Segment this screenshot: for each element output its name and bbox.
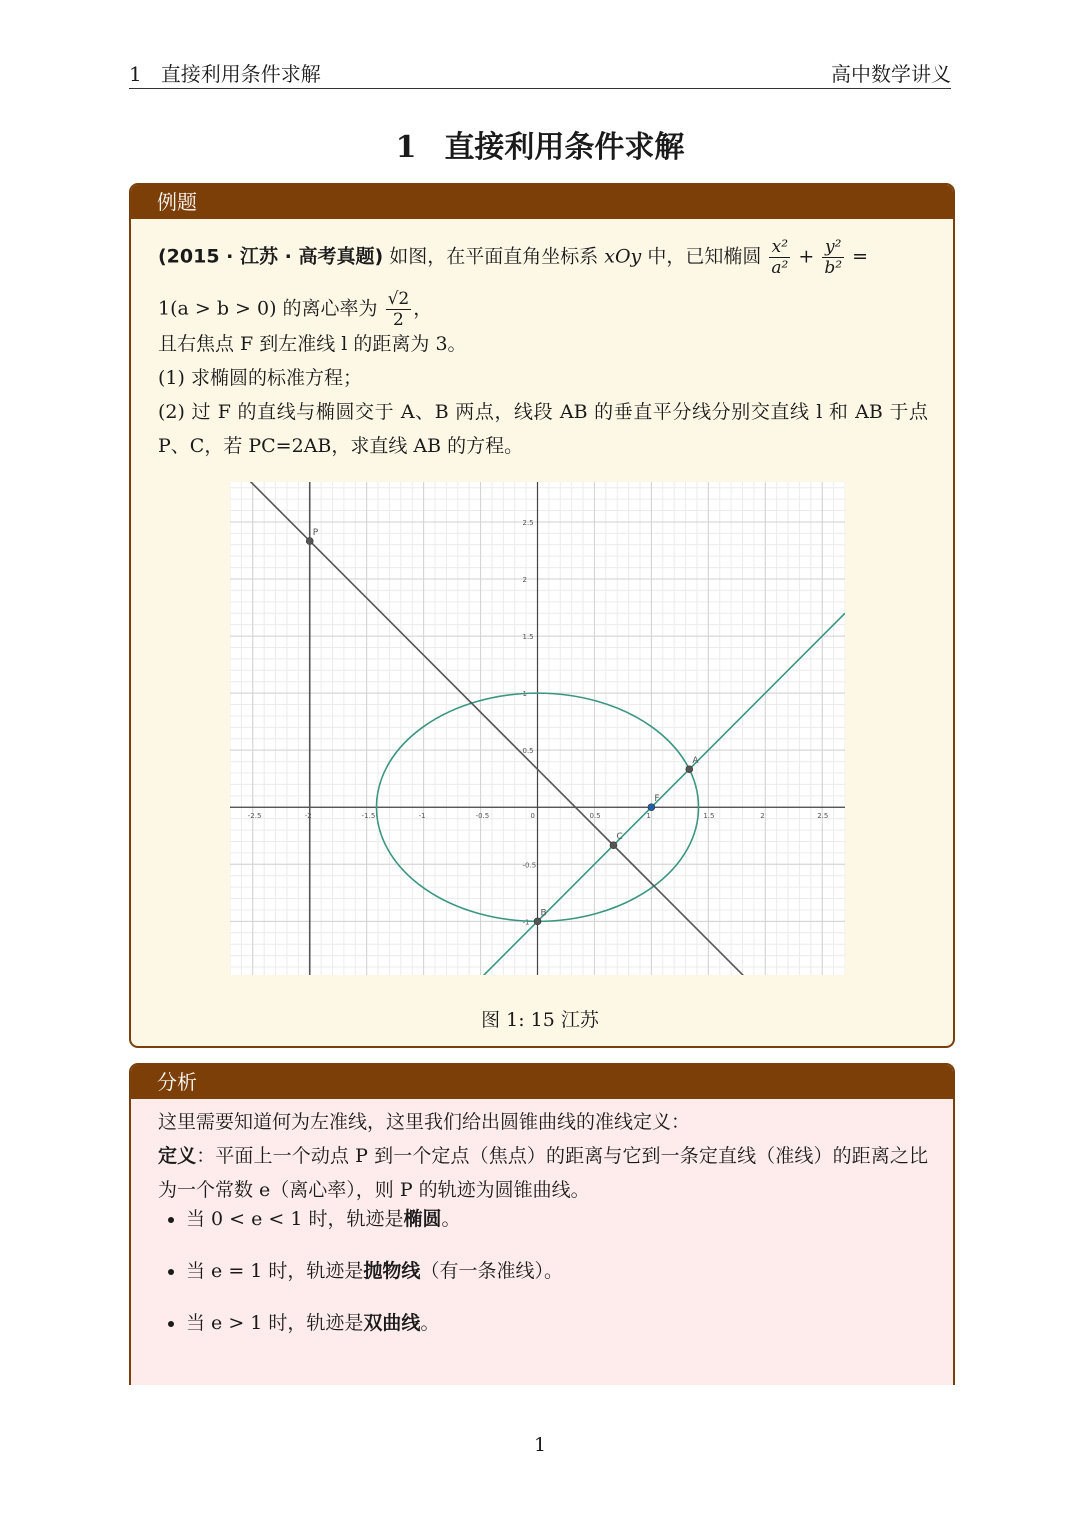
problem-line1: (2015 · 江苏 · 高考真题) 如图，在平面直角坐标系 xOy 中，已知椭圆 $\frac{\text{x²}}{\text{a²}}$ + $\frac{\text{y²}}{\text{b²}}$ =	[158, 237, 869, 278]
problem-line3: 且右焦点 F 到左准线 l 的距离为 3。	[158, 333, 467, 355]
y-tick-label: 2.5	[522, 518, 534, 527]
analysis-intro: 这里需要知道何为左准线，这里我们给出圆锥曲线的准线定义：	[158, 1111, 691, 1133]
example-box-title: 例题	[131, 185, 953, 219]
running-header-left: 1 直接利用条件求解	[129, 62, 321, 86]
x-tick-label: -2	[304, 812, 312, 821]
point-label-f: F	[654, 794, 660, 805]
frac-y2-b2: $\frac{\text{y²}}{\text{b²}}$	[824, 237, 843, 278]
point-label-c: C	[616, 832, 623, 843]
question-2: (2) 过 F 的直线与椭圆交于 A、B 两点，线段 AB 的垂直平分线分别交直线 l 和 AB 于点 P、C，若 PC=2AB，求直线 AB 的方程。	[158, 401, 928, 457]
definition-text: ：平面上一个动点 P 到一个定点（焦点）的距离与它到一条定直线（准线）的距离之比为一个常数 e（离心率），则 P 的轨迹为圆锥曲线。	[158, 1145, 928, 1201]
point-c	[610, 842, 617, 849]
point-f	[648, 804, 655, 811]
point-p	[306, 538, 313, 545]
problem-line2: 1(a > b > 0) 的离心率为 $\frac{√2}{2}$ ，	[158, 289, 433, 330]
point-label-p: P	[312, 528, 319, 539]
definition-paragraph	[158, 1139, 928, 1207]
frac-sqrt2-over-2: $\frac{√2}{2}$	[387, 289, 410, 330]
analysis-box	[129, 1063, 955, 1385]
x-tick-label: -1	[418, 812, 426, 821]
problem-intro2: 中，已知椭圆	[647, 245, 762, 268]
section-number: 1	[395, 130, 417, 165]
figure-plot	[230, 482, 845, 975]
page-number: 1	[533, 1434, 547, 1456]
y-tick-label: 0.5	[522, 747, 534, 756]
section-title	[0, 122, 1080, 166]
section-title-text: 直接利用条件求解	[444, 130, 685, 165]
analysis-box-title: 分析	[131, 1065, 953, 1099]
y-tick-label: -0.5	[522, 861, 537, 870]
figure-caption: 图 1: 15 江苏	[481, 1009, 599, 1031]
x-tick-label: -2.5	[247, 812, 262, 821]
x-tick-label: -1.5	[361, 812, 376, 821]
problem-eq-rest: 1(a > b > 0) 的离心率为	[158, 297, 378, 320]
running-header	[129, 58, 951, 89]
question-1: (1) 求椭圆的标准方程；	[158, 367, 362, 389]
point-label-b: B	[540, 908, 547, 919]
point-label-a: A	[692, 756, 699, 767]
y-tick-label: 1	[522, 690, 527, 699]
x-tick-label: 0.5	[589, 812, 601, 821]
x-tick-label: 1	[646, 812, 651, 821]
coord-system: xOy	[604, 245, 642, 268]
x-tick-label: -0.5	[475, 812, 490, 821]
list-item: • 当 e = 1 时，轨迹是抛物线（有一条准线）。	[186, 1257, 563, 1285]
x-tick-label: 2.5	[817, 812, 829, 821]
point-a	[686, 766, 693, 773]
y-tick-label: 1.5	[522, 633, 534, 642]
running-header-right: 高中数学讲义	[831, 62, 951, 86]
y-tick-label: -1	[522, 918, 530, 927]
example-box	[129, 183, 955, 1048]
list-item: • 当 0 < e < 1 时，轨迹是椭圆。	[186, 1205, 563, 1233]
conic-list	[158, 1205, 563, 1361]
x-tick-label: 2	[760, 812, 765, 821]
point-b	[534, 918, 541, 925]
list-item: • 当 e > 1 时，轨迹是双曲线。	[186, 1309, 563, 1337]
x-tick-label: 1.5	[703, 812, 715, 821]
problem-source: (2015 · 江苏 · 高考真题)	[158, 245, 384, 268]
frac-x2-a2: $\frac{\text{x²}}{\text{a²}}$	[771, 237, 789, 278]
x-tick-label: 0	[530, 812, 535, 821]
problem-intro: 如图，在平面直角坐标系	[389, 245, 599, 268]
definition-label: 定义	[158, 1145, 197, 1167]
y-tick-label: 2	[522, 576, 527, 585]
